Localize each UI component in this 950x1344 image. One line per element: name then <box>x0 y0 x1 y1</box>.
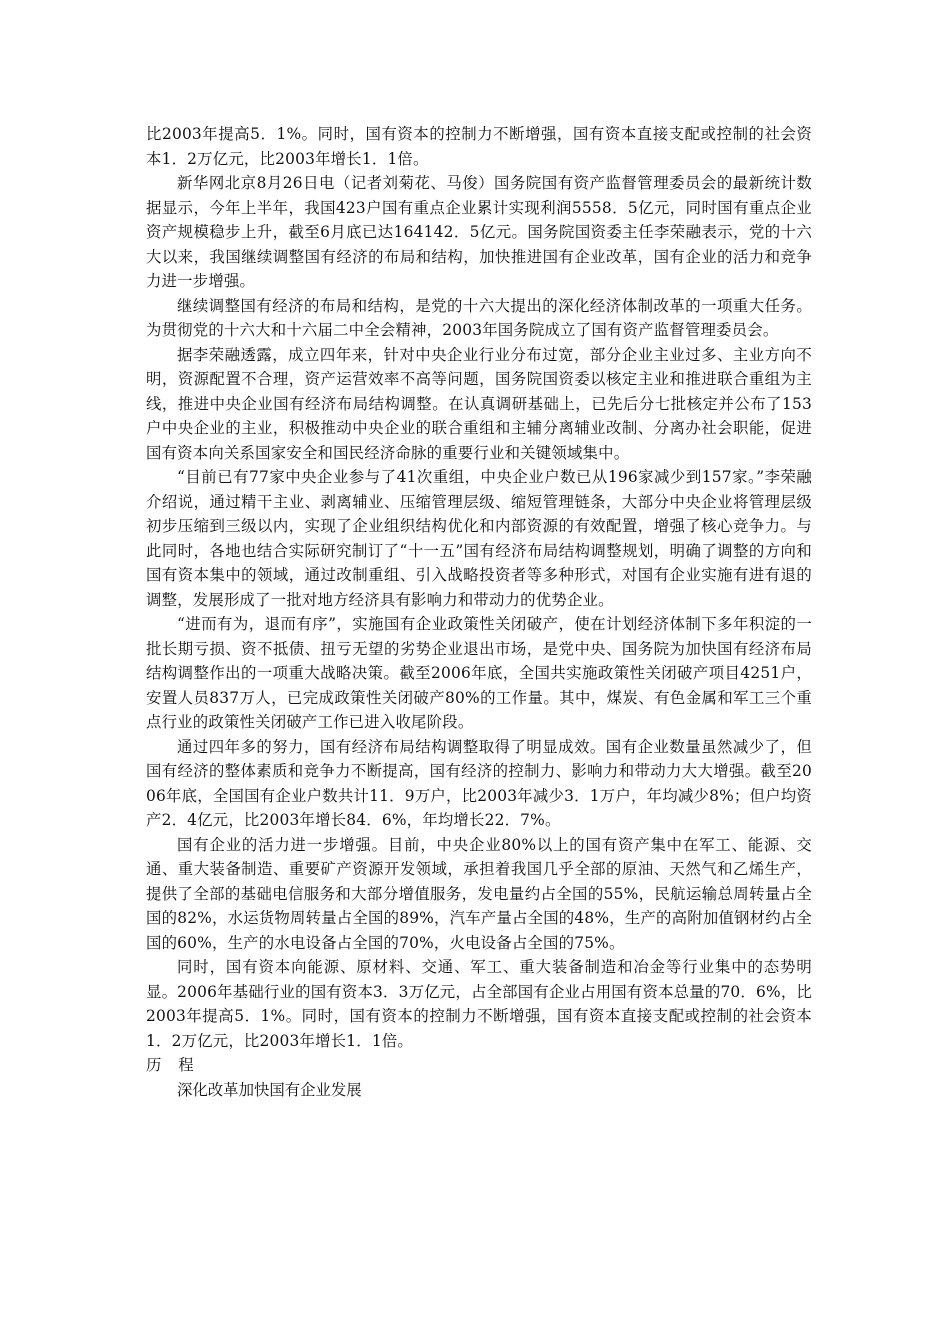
paragraph: 新华网北京8月26日电（记者刘菊花、马俊）国务院国有资产监督管理委员会的最新统计数据显示，今年上半年，我国423户国有重点企业累计实现利润5558．5亿元，同时国有重点企业资产规模稳步上升，截至6月底已达164142．5亿元。国务院国资委主任李荣融表示，党的十六大以来，我国继续调整国有经济的布局和结构，加快推进国有企业改革，国有企业的活力和竞争力进一步增强。 <box>146 174 812 290</box>
paragraph: 同时，国有资本向能源、原材料、交通、军工、重大装备制造和冶金等行业集中的态势明显。2006年基础行业的国有资本3．3万亿元，占全部国有企业占用国有资本总量的70．6%，比2003年提高5．1%。同时，国有资本的控制力不断增强，国有资本直接支配或控制的社会资本1．2万亿元，比2003年增长1．1倍。 <box>146 958 813 1050</box>
paragraph: “目前已有77家中央企业参与了41次重组，中央企业户数已从196家减少到157家。”李荣融介绍说，通过精干主业、剥离辅业、压缩管理层级、缩短管理链条，大部分中央企业将管理层级初步压缩到三级以内，实现了企业组织结构优化和内部资源的有效配置，增强了核心竞争力。与此同时，各地也结合实际研究制订了“十一五”国有经济布局结构调整规划，明确了调整的方向和国有资本集中的领域，通过改制重组、引入战略投资者等多种形式，对国有企业实施有进有退的调整，发展形成了一批对地方经济具有影响力和带动力的优势企业。 <box>146 468 812 609</box>
paragraph: 继续调整国有经济的布局和结构，是党的十六大提出的深化经济体制改革的一项重大任务。为贯彻党的十六大和十六届二中全会精神，2003年国务院成立了国有资产监督管理委员会。 <box>146 296 812 339</box>
section-subheading: 深化改革加快国有企业发展 <box>177 1080 362 1099</box>
paragraph-continuation: 比2003年提高5．1%。同时，国有资本的控制力不断增强，国有资本直接支配或控制的社会资本1．2万亿元，比2003年增长1．1倍。 <box>146 125 812 168</box>
paragraph: 国有企业的活力进一步增强。目前，中央企业80%以上的国有资产集中在军工、能源、交通、重大装备制造、重要矿产资源开发领域，承担着我国几乎全部的原油、天然气和乙烯生产，提供了全部的基础电信服务和大部分增值服务，发电量约占全国的55%，民航运输总周转量占全国的82%，水运货物周转量占全国的89%，汽车产量占全国的48%，生产的高附加值钢材约占全国的60%，生产的水电设备占全国的70%，火电设备占全国的75%。 <box>146 835 812 952</box>
section-heading: 历 程 <box>146 1056 200 1074</box>
paragraph: “进而有为，退而有序”，实施国有企业政策性关闭破产，使在计划经济体制下多年积淀的一批长期亏损、资不抵债、扭亏无望的劣势企业退出市场，是党中央、国务院为加快国有经济布局结构调整作出的一项重大战略决策。截至2006年底，全国共实施政策性关闭破产项目4251户，安置人员837万人，已完成政策性关闭破产80%的工作量。其中，煤炭、有色金属和军工三个重点行业的政策性关闭破产工作已进入收尾阶段。 <box>146 615 812 731</box>
paragraph: 据李荣融透露，成立四年来，针对中央企业行业分布过宽，部分企业主业过多、主业方向不明，资源配置不合理，资产运营效率不高等问题，国务院国资委以核定主业和推进联合重组为主线，推进中央企业国有经济布局结构调整。在认真调研基础上，已先后分七批核定并公布了153户中央企业的主业，积极推动中央企业的联合重组和主辅分离辅业改制、分离办社会职能，促进国有资本向关系国家安全和国民经济命脉的重要行业和关键领域集中。 <box>146 345 812 462</box>
document-page <box>146 122 812 1102</box>
paragraph: 通过四年多的努力，国有经济布局结构调整取得了明显成效。国有企业数量虽然减少了，但国有经济的整体素质和竞争力不断提高，国有经济的控制力、影响力和带动力大大增强。截至2006年底，全国国有企业户数共计11．9万户，比2003年减少3．1万户，年均减少8%；但户均资产2．4亿元，比2003年增长84．6%，年均增长22．7%。 <box>146 737 812 829</box>
